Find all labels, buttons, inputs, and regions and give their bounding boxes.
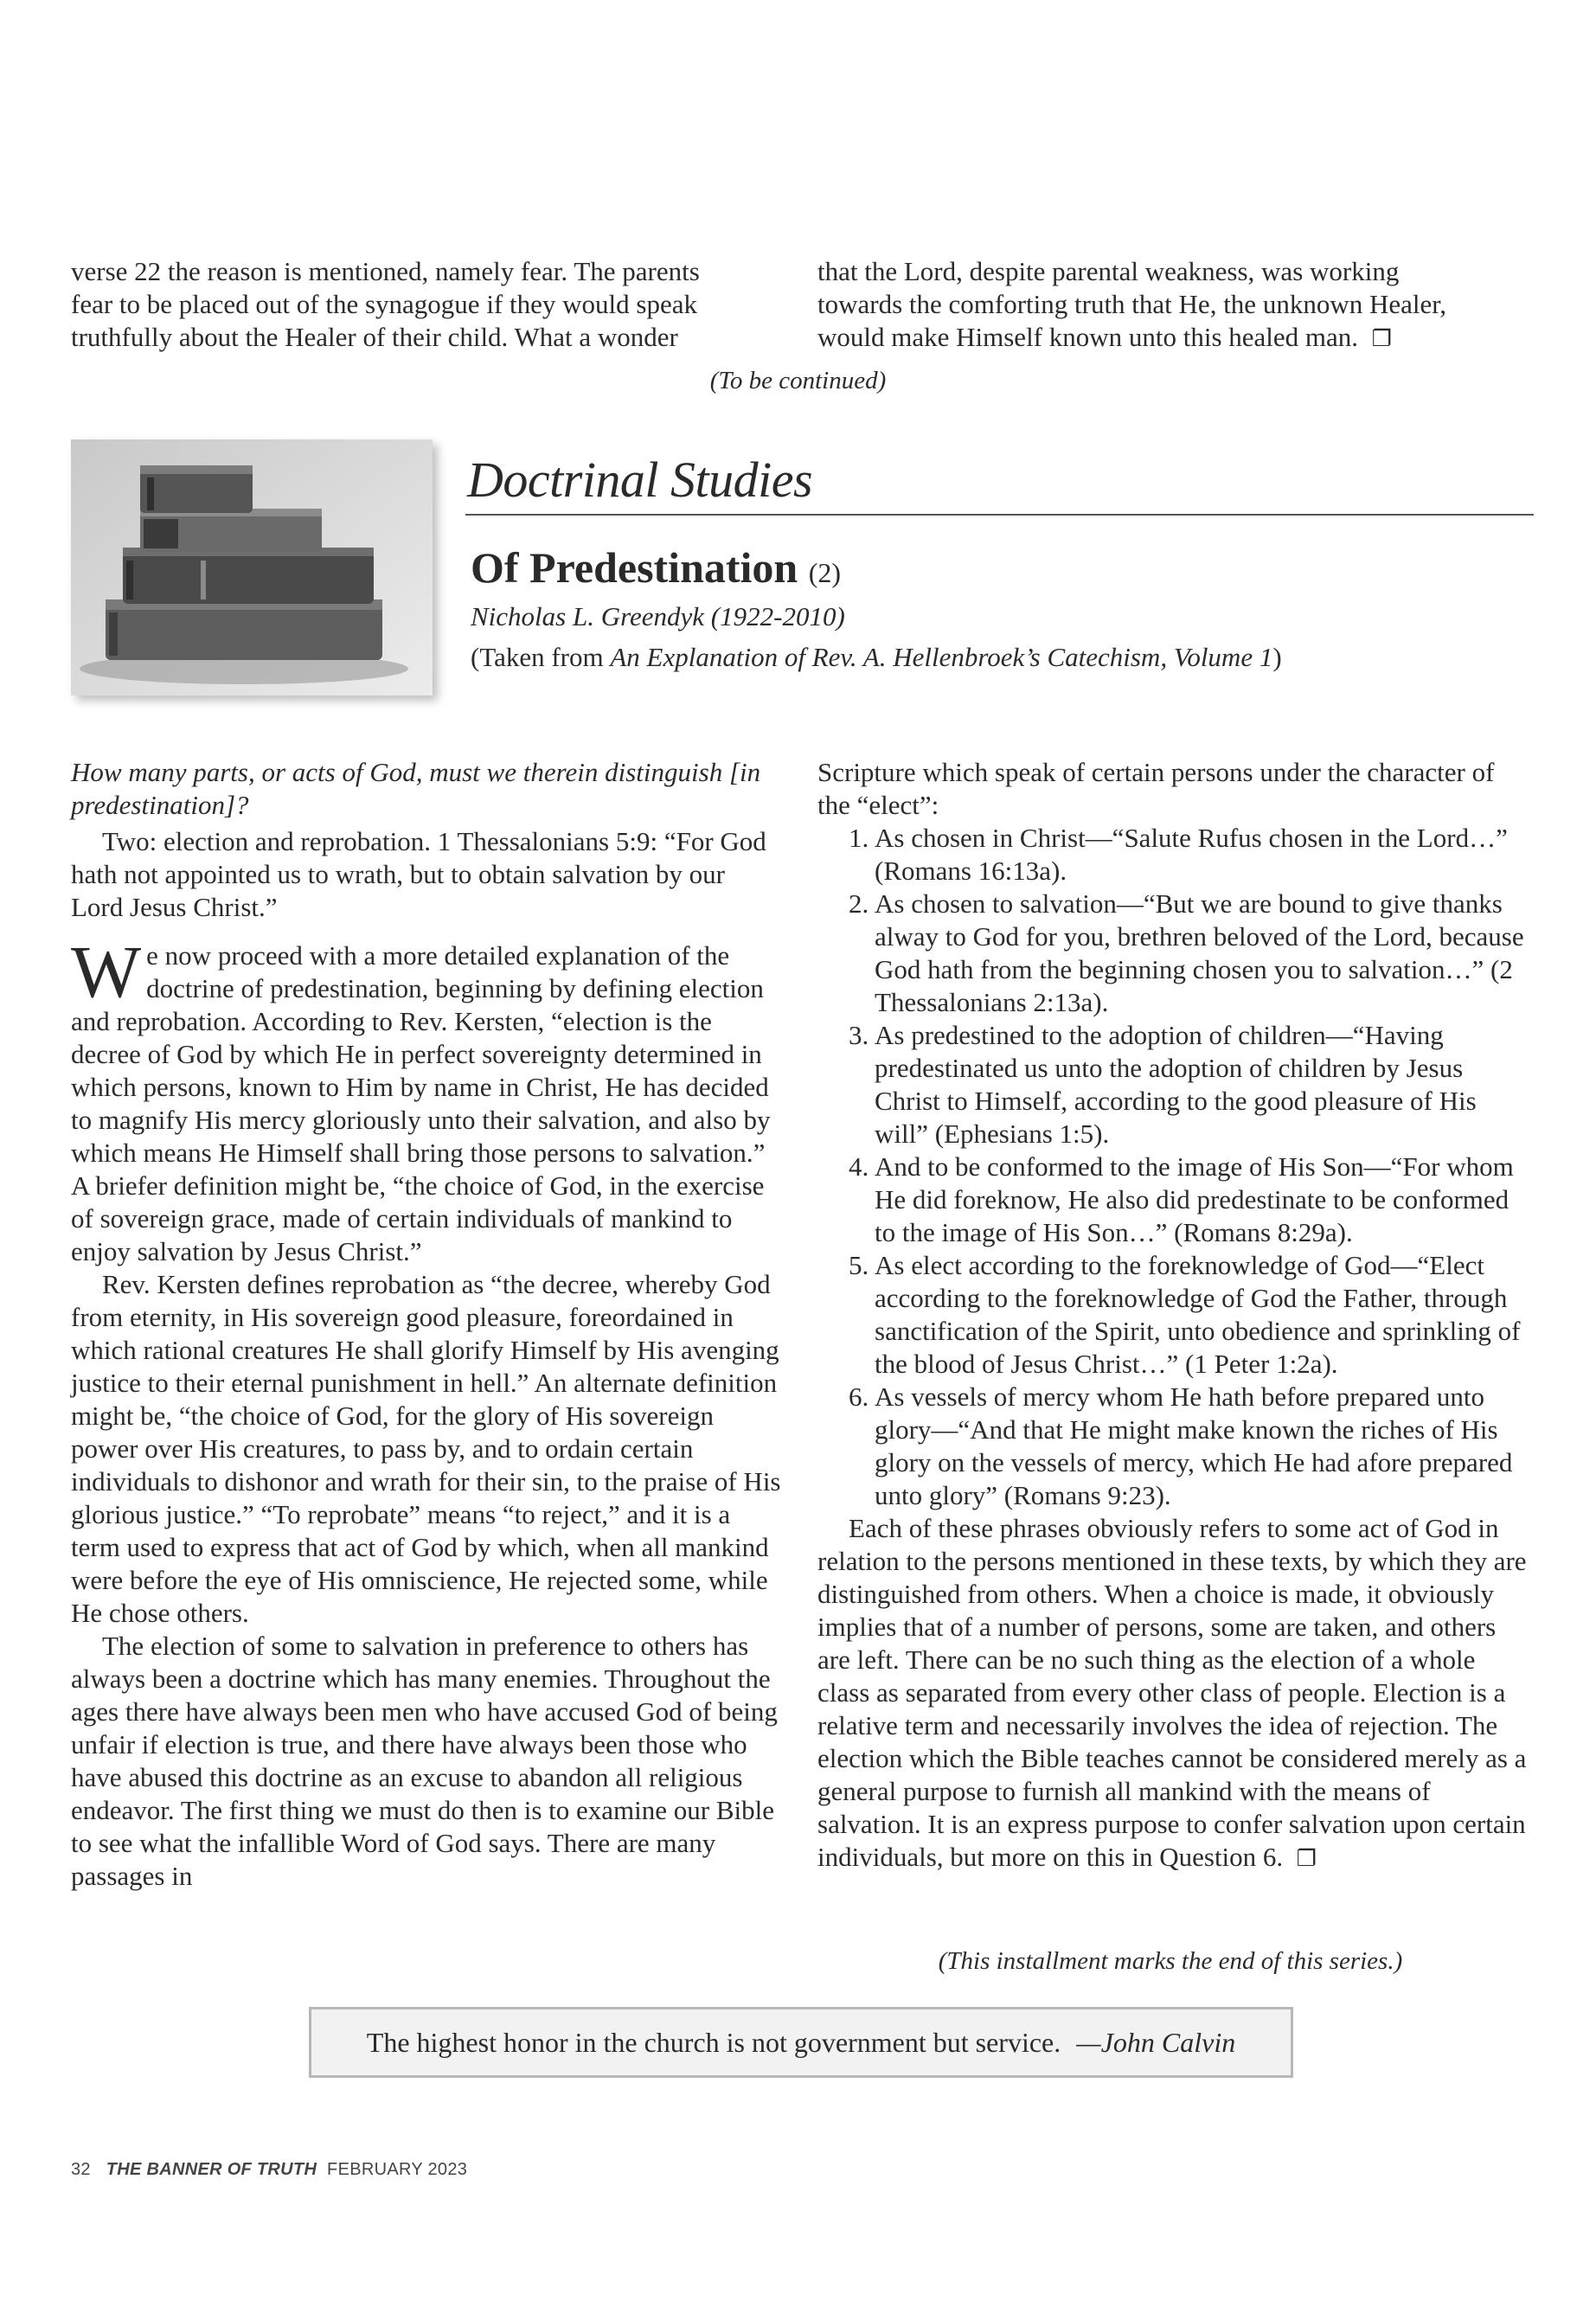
body-paragraph: Rev. Kersten defines reprobation as “the decree, whereby God from eternity, in His sovereign good pleasure, foreordained in which rational creatures He shall glorify Himself by His avenging justice to their eternal punishment in hell.” An alternate definition might be, “the choice of God, for the glory of His sovereign power over His creatures, to pass by, and to ordain certain individuals to dishonor and wrath for their sin, to the praise of His glorious justice.” “To reprobate” means “to reject,” and it is a term used to express that act of God by which, when all mankind were before the eye of His omniscience, He rejected some, while He chose others. bbox=[71, 1269, 781, 1628]
list-item bbox=[817, 1019, 1532, 1150]
article-part: (2) bbox=[808, 557, 842, 588]
item-number: 6. bbox=[849, 1381, 869, 1412]
quote-text: The highest honor in the church is not government but service. bbox=[366, 2026, 1061, 2058]
article-title bbox=[471, 540, 841, 600]
page-number: 32 bbox=[71, 2160, 91, 2179]
prev-article-right bbox=[817, 255, 1535, 356]
list-item bbox=[817, 1150, 1532, 1249]
author: Nicholas L. Greendyk (1922-2010) bbox=[471, 601, 845, 631]
catechism-question: How many parts, or acts of God, must we therein distinguish [in predestination]? bbox=[71, 757, 761, 820]
elect-list bbox=[817, 822, 1532, 1512]
source-suffix: ) bbox=[1272, 642, 1282, 672]
item-number: 2. bbox=[849, 888, 869, 919]
prev-line bbox=[817, 321, 1535, 356]
list-item bbox=[817, 1249, 1532, 1381]
section-title: Doctrinal Studies bbox=[467, 452, 813, 508]
paragraph-text: Each of these phrases obviously refers to some act of God in relation to the persons mentioned in these texts, by which they are distinguished from others. When a choice is made, it obviously implies that of a number of persons, some are taken, and others are left. There can be no such thing as the election of a whole class as separated from every other class of people. Election is a relative term and necessarily involves the idea of rejection. The election which the Bible teaches cannot be considered merely as a general purpose to furnish all mankind with the means of salvation. It is an express purpose to confer salvation upon certain individuals, but more on this in Question 6. bbox=[817, 1513, 1527, 1872]
prev-article-left bbox=[71, 255, 806, 354]
source-prefix: (Taken from bbox=[471, 642, 611, 672]
stacked-old-books-photo bbox=[71, 439, 433, 695]
item-text: As vessels of mercy whom He hath before prepared unto glory—“And that He might make known the riches of His glory on the vessels of mercy, which He had afore prepared unto glory” (Romans 9:23). bbox=[875, 1381, 1513, 1510]
publication-name: THE BANNER OF TRUTH bbox=[106, 2160, 317, 2179]
prev-line: fear to be placed out of the synagogue if they would speak bbox=[71, 289, 697, 319]
prev-line: towards the comforting truth that He, the unknown Healer, bbox=[817, 289, 1447, 319]
right-column bbox=[817, 756, 1532, 1875]
source-line bbox=[471, 640, 1282, 675]
item-text: As predestined to the adoption of children—“Having predestinated us unto the adoption of children by Jesus Christ to Himself, according to the good pleasure of His will” (Ephesians 1:5). bbox=[875, 1020, 1477, 1149]
left-column bbox=[71, 756, 782, 1893]
closing-paragraph bbox=[817, 1512, 1532, 1875]
body-paragraph bbox=[71, 930, 782, 1268]
paragraph-text: e now proceed with a more detailed explanation of the doctrine of predestination, beginning by defining election and reprobation. According to Rev. Kersten, “election is the decree of God by which He in perfect sovereignty determined in which persons, known to Him by name in Christ, He has decided to magnify His mercy gloriously unto their salvation, and also by which means He Himself shall bring those persons to salvation.” A briefer definition might be, “the choice of God, in the exercise of sovereign grace, made of certain individuals of mankind to enjoy salvation by Jesus Christ.” bbox=[71, 940, 771, 1266]
body-paragraph: The election of some to salvation in preference to others has always been a doctrine which has many enemies. Throughout the ages there have always been men who have accused God of being unfair if election is true, and there have always been those who have abused this doctrine as an excuse to abandon all religious endeavor. The first thing we must do then is to examine our Bible to see what the infallible Word of God says. There are many passages in bbox=[71, 1631, 778, 1891]
item-text: As elect according to the foreknowledge of God—“Elect according to the foreknowledge of God the Father, through sanctification of the Spirit, unto obedience and sprinkling of the blood of Jesus Christ…” (1 Peter 1:2a). bbox=[875, 1250, 1521, 1379]
page-footer bbox=[71, 2160, 467, 2180]
quote-box bbox=[309, 2007, 1293, 2078]
item-number: 5. bbox=[849, 1250, 869, 1280]
end-mark-icon: ❐ bbox=[1371, 326, 1392, 352]
item-text: As chosen in Christ—“Salute Rufus chosen in the Lord…” (Romans 16:13a). bbox=[875, 823, 1508, 886]
source-title: An Explanation of Rev. A. Hellenbroek’s Catechism, Volume 1 bbox=[610, 642, 1273, 672]
prev-line: verse 22 the reason is mentioned, namely fear. The parents bbox=[71, 256, 700, 286]
item-text: And to be conformed to the image of His Son—“For whom He did foreknow, He also did predestinate to be conformed to the image of His Son…” (Romans 8:29a). bbox=[875, 1151, 1514, 1247]
series-end-note: (This installment marks the end of this series.) bbox=[938, 1947, 1403, 1975]
end-mark-icon: ❐ bbox=[1296, 1846, 1317, 1872]
quote-attribution: —John Calvin bbox=[1076, 2026, 1236, 2058]
catechism-answer: Two: election and reprobation. 1 Thessalonians 5:9: “For God hath not appointed us to wrath, but to obtain salvation by our Lord Jesus Christ.” bbox=[71, 826, 766, 922]
prev-line: that the Lord, despite parental weakness, was working bbox=[817, 256, 1400, 286]
item-text: As chosen to salvation—“But we are bound to give thanks alway to God for you, brethren beloved of the Lord, because God hath from the beginning chosen you to salvation…” (2 Thessalonians 2:13a). bbox=[875, 888, 1524, 1017]
article-title-text: Of Predestination bbox=[471, 543, 798, 592]
list-intro: Scripture which speak of certain persons under the character of the “elect”: bbox=[817, 757, 1495, 820]
prev-line: truthfully about the Healer of their child. What a wonder bbox=[71, 322, 678, 352]
item-number: 4. bbox=[849, 1151, 869, 1182]
list-item bbox=[817, 822, 1532, 888]
drop-cap: W bbox=[71, 930, 142, 1013]
item-number: 3. bbox=[849, 1020, 869, 1050]
books-illustration bbox=[71, 439, 433, 695]
prev-line-text: would make Himself known unto this healed man. bbox=[817, 322, 1359, 352]
title-divider bbox=[465, 514, 1534, 516]
item-number: 1. bbox=[849, 823, 869, 853]
to-be-continued: (To be continued) bbox=[709, 367, 887, 394]
issue-date: FEBRUARY 2023 bbox=[327, 2160, 468, 2179]
list-item bbox=[817, 1381, 1532, 1512]
list-item bbox=[817, 888, 1532, 1019]
